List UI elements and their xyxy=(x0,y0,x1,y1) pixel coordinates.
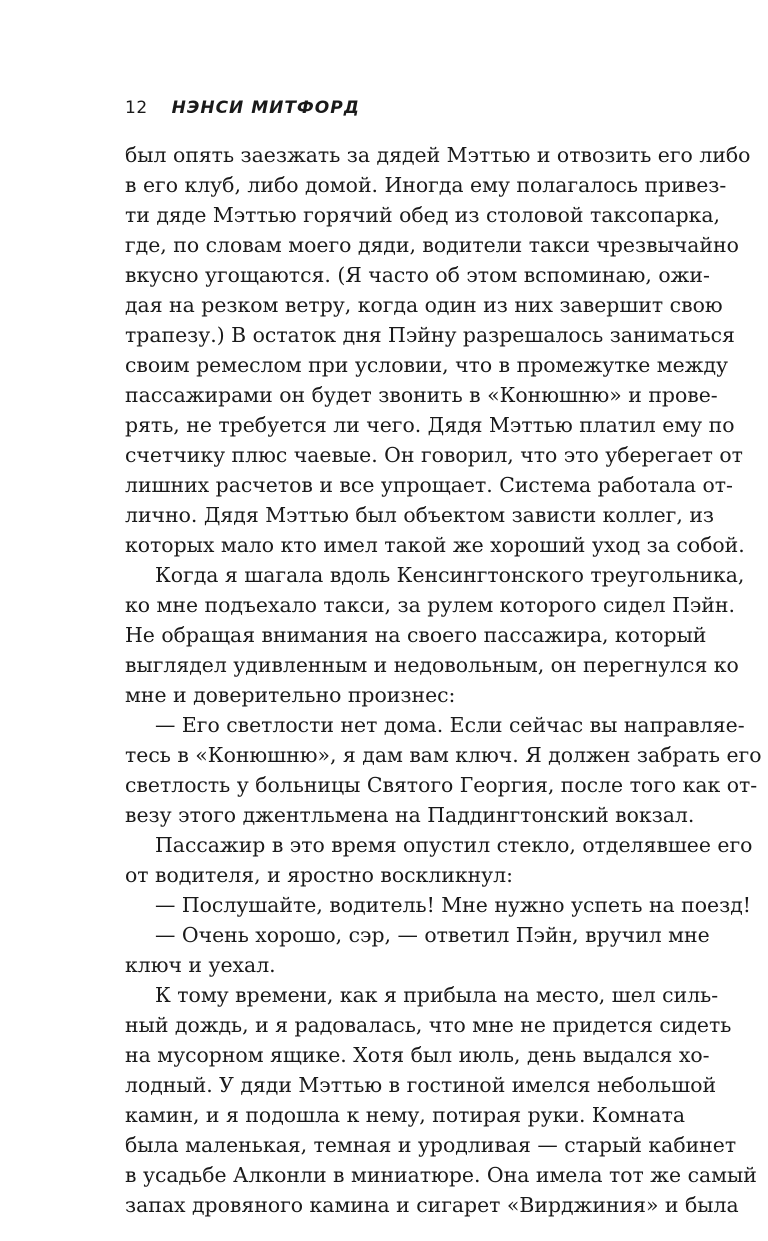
text-line: ти дяде Мэттью горячий обед из столовой таксопарка, xyxy=(125,203,721,227)
paragraph xyxy=(125,140,751,560)
text-line: запах дровяного камина и сигарет «Вирджиния» и была xyxy=(125,1193,739,1217)
text-line: своим ремеслом при условии, что в промежутке между xyxy=(125,353,729,377)
text-line: лишних расчетов и все упрощает. Система работала от- xyxy=(125,473,733,497)
text-line: ный дождь, и я радовалась, что мне не придется сидеть xyxy=(125,1013,732,1037)
text-line: был опять заезжать за дядей Мэттью и отвозить его либо xyxy=(125,143,751,167)
paragraph xyxy=(125,560,745,710)
text-line: лично. Дядя Мэттью был объектом зависти коллег, из xyxy=(125,503,715,527)
text-line: ключ и уехал. xyxy=(125,953,276,977)
text-line: которых мало кто имел такой же хороший уход за собой. xyxy=(125,533,745,557)
text-line: — Очень хорошо, сэр, — ответил Пэйн, вручил мне xyxy=(155,923,710,947)
text-line: тесь в «Конюшню», я дам вам ключ. Я должен забрать его xyxy=(125,743,762,767)
paragraph xyxy=(125,920,710,980)
paragraph xyxy=(125,890,751,920)
text-line: камин, и я подошла к нему, потирая руки. Комната xyxy=(125,1103,686,1127)
text-line: вкусно угощаются. (Я часто об этом вспоминаю, ожи- xyxy=(125,263,710,287)
text-line: К тому времени, как я прибыла на место, шел силь- xyxy=(155,983,719,1007)
text-line: пассажирами он будет звонить в «Конюшню» и прове- xyxy=(125,383,718,407)
text-line: — Его светлости нет дома. Если сейчас вы направляе- xyxy=(155,713,745,737)
text-line: — Послушайте, водитель! Мне нужно успеть на поезд! xyxy=(155,893,751,917)
page-number: 12 xyxy=(125,98,148,118)
paragraph xyxy=(125,710,762,830)
text-line: лодный. У дяди Мэттью в гостиной имелся небольшой xyxy=(125,1073,717,1097)
paragraph xyxy=(125,980,757,1220)
text-line: была маленькая, темная и уродливая — старый кабинет xyxy=(125,1133,737,1157)
text-line: рять, не требуется ли чего. Дядя Мэттью платил ему по xyxy=(125,413,735,437)
text-line: дая на резком ветру, когда один из них завершит свою xyxy=(125,293,723,317)
text-line: от водителя, и яростно воскликнул: xyxy=(125,863,513,887)
body-text xyxy=(125,140,762,1220)
text-line: мне и доверительно произнес: xyxy=(125,683,456,707)
paragraph xyxy=(125,830,753,890)
text-line: ко мне подъехало такси, за рулем которого сидел Пэйн. xyxy=(125,593,735,617)
text-line: в его клуб, либо домой. Иногда ему полагалось привез- xyxy=(125,173,727,197)
text-line: светлость у больницы Святого Георгия, после того как от- xyxy=(125,773,758,797)
text-line: везу этого джентльмена на Паддингтонский вокзал. xyxy=(125,803,695,827)
text-line: трапезу.) В остаток дня Пэйну разрешалось заниматься xyxy=(125,323,735,347)
text-line: Не обращая внимания на своего пассажира, который xyxy=(125,623,707,647)
text-line: выглядел удивленным и недовольным, он перегнулся ко xyxy=(125,653,739,677)
text-line: на мусорном ящике. Хотя был июль, день выдался хо- xyxy=(125,1043,710,1067)
running-head-author: НЭНСИ МИТФОРД xyxy=(171,98,360,118)
text-line: счетчику плюс чаевые. Он говорил, что это уберегает от xyxy=(125,443,743,467)
text-line: где, по словам моего дяди, водители такси чрезвычайно xyxy=(125,233,739,257)
text-line: Когда я шагала вдоль Кенсингтонского треугольника, xyxy=(155,563,745,587)
text-line: Пассажир в это время опустил стекло, отделявшее его xyxy=(155,833,753,857)
text-line: в усадьбе Алконли в миниатюре. Она имела тот же самый xyxy=(125,1163,757,1187)
running-head xyxy=(125,98,360,118)
